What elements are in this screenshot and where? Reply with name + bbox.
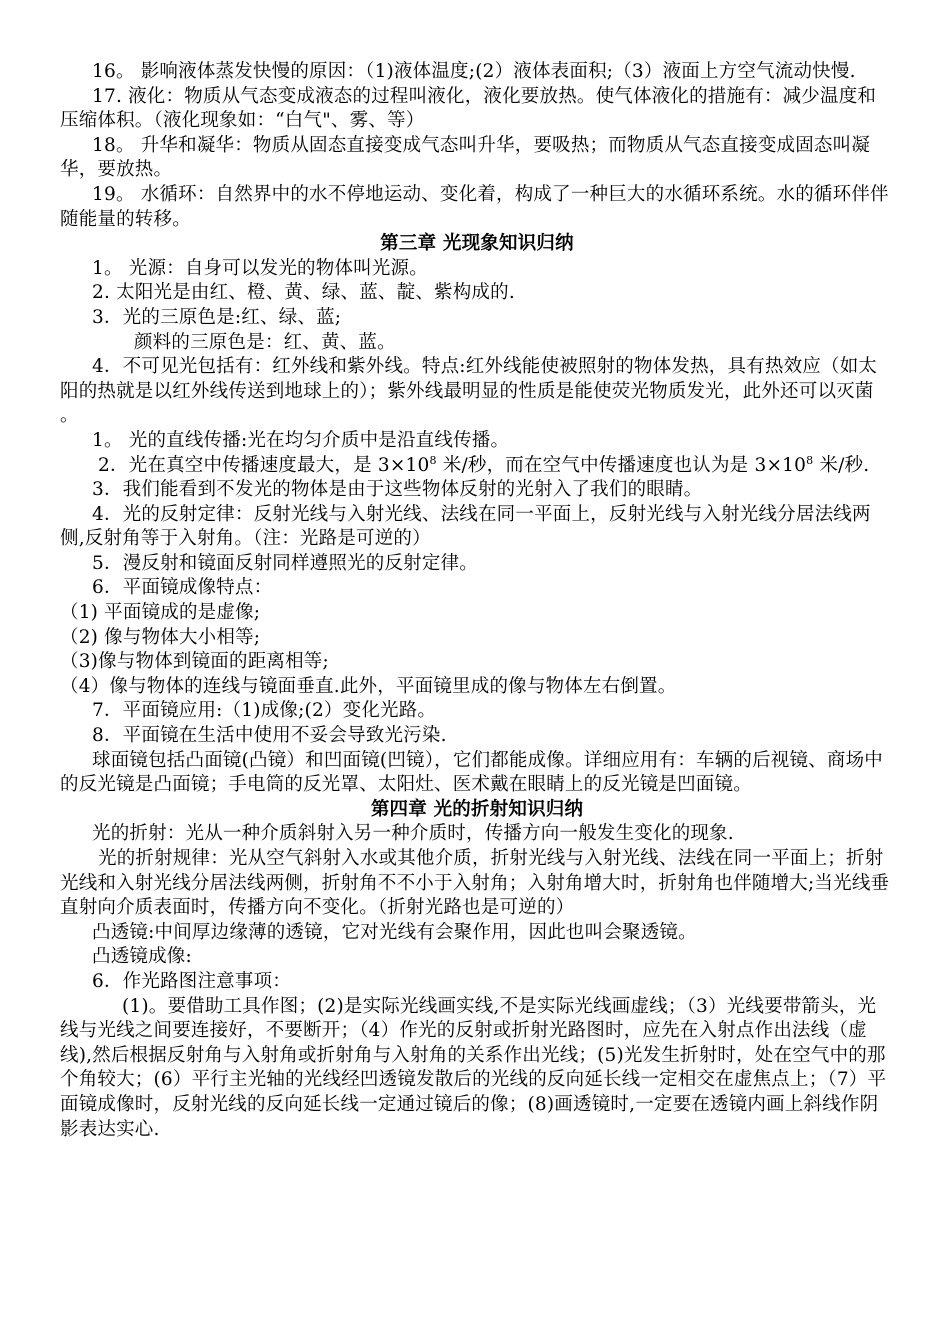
ch3-mirror-features: 6．平面镜成像特点： <box>92 577 273 599</box>
ch4-convex-lens: 凸透镜:中间厚边缘薄的透镜，它对光线有会聚作用，因此也叫会聚透镜。 <box>92 921 697 943</box>
item-18: 18。 升华和凝华：物质从固态直接变成气态叫升华，要吸热；而物质从气态直接变成固态叫凝华，要放热。 <box>60 134 871 181</box>
ch4-refraction-law: 光的折射规律：光从空气斜射入水或其他介质，折射光线与入射光线、法线在同一平面上；折射光线和入射光线分居法线两侧，折射角不不小于入射角；入射角增大时，折射角也伴随增大;当光线垂直射向介质表面时，传播方向不变化。（折射光路也是可逆的） <box>60 848 890 919</box>
speed-exponent-1: 8 <box>429 453 437 467</box>
ch3-speed-of-light <box>60 454 894 479</box>
ch3-item-4: 4．不可见光包括有：红外线和紫外线。特点:红外线能使被照射的物体发热，具有热效应（如太阳的热就是以红外线传送到地球上的）；紫外线最明显的性质是能使荧光物质发光，此外还可以灭菌 。 <box>60 356 880 427</box>
ch3-mirror-feature-2: （2) 像与物体大小相等; <box>60 626 261 648</box>
speed-exponent-2: 8 <box>806 453 814 467</box>
ch3-light-pollution: 8．平面镜在生活中使用不妥会导致光污染. <box>92 725 447 747</box>
ch3-straight-1: 1。 光的直线传播:光在均匀介质中是沿直线传播。 <box>92 429 510 451</box>
item-19: 19。 水循环：自然界中的水不停地运动、变化着，构成了一种巨大的水循环系统。水的循环伴伴随能量的转移。 <box>60 183 889 230</box>
item-17: 17. 液化：物质从气态变成液态的过程叫液化，液化要放热。使气体液化的措施有：减少温度和压缩体积。（液化现象如：“白气"、雾、等） <box>60 85 877 132</box>
speed-text-c: 米/秒. <box>813 454 870 476</box>
ch3-mirror-use: 7．平面镜应用:（1)成像;(2）变化光路。 <box>92 700 437 722</box>
ch3-reflection-law: 4．光的反射定律：反射光线与入射光线、法线在同一平面上，反射光线与入射光线分居法线两侧,反射角等于入射角。（注：光路是可逆的） <box>60 503 871 550</box>
ch3-item-1: 1。 光源：自身可以发光的物体叫光源。 <box>92 257 428 279</box>
ch4-diagram-notes: 6．作光路图注意事项： <box>92 970 291 992</box>
ch4-convex-imaging: 凸透镜成像: <box>92 946 192 968</box>
ch3-item-3: 3．光的三原色是:红、绿、蓝; <box>92 306 342 328</box>
ch3-straight-3: 3．我们能看到不发光的物体是由于这些物体反射的光射入了我们的眼睛。 <box>92 479 703 501</box>
ch4-diagram-notes-body: (1)。要借助工具作图；(2)是实际光线画实线,不是实际光线画虚线；（3）光线要带箭头，光线与光线之间要连接好，不要断开；（4）作光的反射或折射光路图时，应先在入射点作出法线（虚线),然后根据反射角与入射角或折射角与入射角的关系作出光线；(5)光发生折射时，处在空气中的那个角较大；(6）平行主光轴的光线经凹透镜发散后的光线的反向延长线一定相交在虚焦点上；（7）平面镜成像时，反射光线的反向延长线一定通过镜后的像；(8)画透镜时,一定要在透镜内画上斜线作阴影表达实心. <box>60 995 887 1140</box>
ch3-mirror-feature-4: （4）像与物体的连线与镜面垂直.此外，平面镜里成的像与物体左右倒置。 <box>60 675 677 697</box>
ch3-spherical-mirror: 球面镜包括凸面镜(凸镜）和凹面镜(凹镜），它们都能成像。详细应用有：车辆的后视镜、商场中的反光镜是凸面镜；手电筒的反光罩、太阳灶、医术戴在眼睛上的反光镜是凹面镜。 <box>60 749 883 796</box>
item-16: 16。 影响液体蒸发快慢的原因：（1)液体温度;(2）液体表面积;（3）液面上方空气流动快慢. <box>92 61 856 82</box>
speed-text-a: 2．光在真空中传播速度最大，是 3×10 <box>98 454 430 476</box>
chapter-3-title: 第三章 光现象知识归纳 <box>380 233 574 255</box>
ch3-item-3b: 颜料的三原色是：红、黄、蓝。 <box>134 331 396 353</box>
ch3-mirror-feature-3: （3)像与物体到镜面的距离相等; <box>60 651 329 673</box>
chapter-4-title: 第四章 光的折射知识归纳 <box>370 798 584 820</box>
ch3-mirror-feature-1: （1) 平面镜成的是虚像; <box>60 602 261 624</box>
ch4-refraction: 光的折射：光从一种介质斜射入另一种介质时，传播方向一般发生变化的现象. <box>92 823 734 845</box>
ch3-diffuse-reflection: 5．漫反射和镜面反射同样遵照光的反射定律。 <box>92 552 478 574</box>
speed-text-b: 米/秒，而在空气中传播速度也认为是 3×10 <box>436 454 807 476</box>
ch3-item-2: 2. 太阳光是由红、橙、黄、绿、蓝、靛、紫构成的. <box>92 282 515 304</box>
